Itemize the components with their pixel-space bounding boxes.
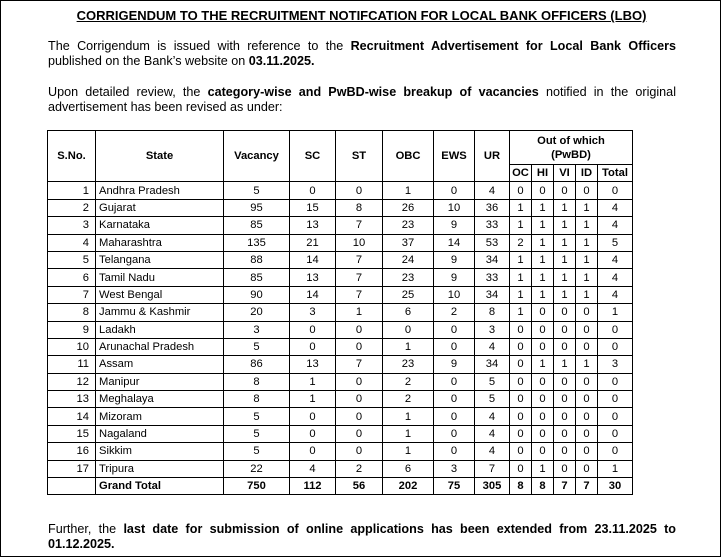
cell-sc: 14 [290,251,336,268]
cell-vi: 1 [554,269,576,286]
cell-total: 4 [598,217,633,234]
cell-obc: 1 [383,182,434,199]
cell-vi: 0 [554,460,576,477]
cell-oc: 0 [510,460,532,477]
cell-id: 1 [576,217,598,234]
cell-oc: 0 [510,391,532,408]
cell-sc: 3 [290,304,336,321]
cell-st: 0 [336,443,383,460]
cell-sc: 0 [290,425,336,442]
cell-sno: 4 [48,234,96,251]
cell-vi: 1 [554,286,576,303]
cell-total: 1 [598,460,633,477]
cell-state: Sikkim [96,443,224,460]
cell-ews: 0 [434,321,475,338]
header-ur: UR [475,131,510,182]
cell-vacancy: 20 [224,304,290,321]
cell-sno: 10 [48,338,96,355]
cell-oc: 1 [510,251,532,268]
cell-st: 7 [336,286,383,303]
header-obc: OBC [383,131,434,182]
cell-sno: 5 [48,251,96,268]
cell-obc: 23 [383,269,434,286]
cell-total: 0 [598,408,633,425]
cell-st: 7 [336,251,383,268]
cell-oc: 1 [510,286,532,303]
cell-state: Maharashtra [96,234,224,251]
header-ews: EWS [434,131,475,182]
cell-ews: 0 [434,338,475,355]
cell-vacancy: 85 [224,269,290,286]
cell-vacancy: 22 [224,460,290,477]
cell-state: Meghalaya [96,391,224,408]
cell-sc: 0 [290,443,336,460]
cell-ur: 4 [475,338,510,355]
cell-id: 0 [576,182,598,199]
cell-ews: 3 [434,460,475,477]
total-total: 30 [598,478,633,495]
cell-oc: 2 [510,234,532,251]
cell-st: 0 [336,425,383,442]
total-ews: 75 [434,478,475,495]
cell-hi: 1 [532,234,554,251]
cell-ur: 7 [475,460,510,477]
review-paragraph [48,85,676,115]
header-vacancy: Vacancy [224,131,290,182]
cell-id: 1 [576,234,598,251]
header-total: Total [598,165,633,182]
cell-vi: 0 [554,425,576,442]
cell-vi: 1 [554,251,576,268]
cell-ews: 0 [434,373,475,390]
cell-id: 1 [576,269,598,286]
cell-hi: 0 [532,321,554,338]
header-pwbd-line2: (PwBD) [551,148,591,161]
table-row [48,251,633,268]
cell-state: Telangana [96,251,224,268]
cell-sno: 9 [48,321,96,338]
cell-state: Gujarat [96,199,224,216]
cell-id: 1 [576,251,598,268]
table-row [48,460,633,477]
cell-oc: 0 [510,182,532,199]
cell-sno: 1 [48,182,96,199]
cell-sc: 1 [290,373,336,390]
document-title: CORRIGENDUM TO THE RECRUITMENT NOTIFCATION FOR LOCAL BANK OFFICERS (LBO) [76,8,647,23]
cell-vacancy: 3 [224,321,290,338]
cell-ews: 0 [434,182,475,199]
cell-vi: 0 [554,373,576,390]
total-hi: 8 [532,478,554,495]
total-obc: 202 [383,478,434,495]
cell-vacancy: 135 [224,234,290,251]
header-sc: SC [290,131,336,182]
cell-st: 10 [336,234,383,251]
header-sno: S.No. [48,131,96,182]
cell-vacancy: 5 [224,182,290,199]
cell-sno: 6 [48,269,96,286]
header-pwbd-line1: Out of which [537,134,605,147]
cell-id: 0 [576,321,598,338]
table-row [48,304,633,321]
cell-vi: 0 [554,182,576,199]
cell-id: 1 [576,199,598,216]
cell-ews: 9 [434,269,475,286]
cell-hi: 1 [532,286,554,303]
cell-state: Karnataka [96,217,224,234]
cell-id: 0 [576,443,598,460]
cell-state: Andhra Pradesh [96,182,224,199]
header-vi: VI [554,165,576,182]
cell-st: 7 [336,217,383,234]
intro-text-2: published on the Bank’s website on [48,54,249,68]
deadline-text-1: Further, the [48,522,124,536]
cell-ews: 10 [434,199,475,216]
cell-st: 0 [336,338,383,355]
cell-st: 1 [336,304,383,321]
cell-oc: 0 [510,338,532,355]
cell-sc: 1 [290,391,336,408]
cell-ews: 0 [434,408,475,425]
table-row [48,391,633,408]
cell-st: 0 [336,321,383,338]
total-id: 7 [576,478,598,495]
cell-sc: 13 [290,356,336,373]
cell-vacancy: 86 [224,356,290,373]
cell-ur: 5 [475,373,510,390]
cell-sno: 15 [48,425,96,442]
cell-vi: 1 [554,356,576,373]
cell-sno: 17 [48,460,96,477]
table-row [48,338,633,355]
table-row [48,269,633,286]
cell-total: 4 [598,199,633,216]
cell-vacancy: 5 [224,425,290,442]
cell-st: 0 [336,373,383,390]
cell-sno: 3 [48,217,96,234]
cell-oc: 0 [510,443,532,460]
cell-total: 0 [598,373,633,390]
cell-vacancy: 88 [224,251,290,268]
cell-hi: 0 [532,373,554,390]
cell-id: 0 [576,391,598,408]
cell-obc: 37 [383,234,434,251]
cell-oc: 1 [510,269,532,286]
cell-id: 0 [576,338,598,355]
cell-obc: 24 [383,251,434,268]
cell-state: Assam [96,356,224,373]
cell-obc: 1 [383,425,434,442]
cell-ur: 4 [475,425,510,442]
cell-id: 0 [576,304,598,321]
header-pwbd [510,131,633,165]
cell-sno: 16 [48,443,96,460]
cell-vacancy: 5 [224,408,290,425]
cell-vi: 0 [554,321,576,338]
cell-sc: 15 [290,199,336,216]
cell-state: Ladakh [96,321,224,338]
cell-obc: 6 [383,304,434,321]
cell-oc: 1 [510,304,532,321]
table-row [48,234,633,251]
cell-ur: 53 [475,234,510,251]
cell-vi: 0 [554,443,576,460]
cell-hi: 0 [532,408,554,425]
cell-oc: 0 [510,373,532,390]
cell-ews: 14 [434,234,475,251]
review-text-2: notified in the original advertisement has been revised as under: [48,85,676,114]
cell-ur: 4 [475,408,510,425]
cell-state: West Bengal [96,286,224,303]
cell-ews: 10 [434,286,475,303]
cell-state: Manipur [96,373,224,390]
cell-ews: 9 [434,251,475,268]
cell-hi: 0 [532,425,554,442]
total-oc: 8 [510,478,532,495]
cell-vacancy: 90 [224,286,290,303]
cell-id: 0 [576,373,598,390]
cell-total: 5 [598,234,633,251]
cell-st: 7 [336,269,383,286]
deadline-paragraph [48,522,676,552]
cell-oc: 0 [510,408,532,425]
table-row [48,425,633,442]
total-vacancy: 750 [224,478,290,495]
cell-ur: 34 [475,251,510,268]
cell-sno: 2 [48,199,96,216]
cell-vi: 0 [554,304,576,321]
cell-state: Tamil Nadu [96,269,224,286]
total-state: Grand Total [96,478,224,495]
cell-st: 0 [336,408,383,425]
cell-vi: 1 [554,217,576,234]
cell-obc: 26 [383,199,434,216]
cell-state: Tripura [96,460,224,477]
cell-sc: 14 [290,286,336,303]
cell-ur: 33 [475,217,510,234]
cell-ur: 3 [475,321,510,338]
intro-text-1: The Corrigendum is issued with reference to the [48,39,351,53]
intro-bold-1: Recruitment Advertisement for Local Bank Officers [350,39,676,53]
cell-sno: 7 [48,286,96,303]
cell-sno: 13 [48,391,96,408]
table-row [48,443,633,460]
review-bold-1: category-wise and PwBD-wise breakup of vacancies [207,85,539,99]
cell-vacancy: 85 [224,217,290,234]
cell-vi: 0 [554,338,576,355]
cell-total: 1 [598,304,633,321]
review-text-1: Upon detailed review, the [48,85,208,99]
cell-state: Mizoram [96,408,224,425]
header-hi: HI [532,165,554,182]
cell-ews: 9 [434,217,475,234]
cell-ur: 34 [475,286,510,303]
cell-ews: 0 [434,443,475,460]
table-body [48,182,633,495]
cell-obc: 2 [383,373,434,390]
total-st: 56 [336,478,383,495]
total-ur: 305 [475,478,510,495]
cell-oc: 1 [510,199,532,216]
deadline-bold-1: last date for submission of online applications has been extended from 23.11.2025 to 01.12.2025. [48,522,676,551]
table-row [48,286,633,303]
cell-sc: 21 [290,234,336,251]
cell-total: 0 [598,338,633,355]
cell-total: 4 [598,269,633,286]
cell-obc: 23 [383,217,434,234]
cell-obc: 23 [383,356,434,373]
cell-obc: 1 [383,408,434,425]
table-row [48,199,633,216]
cell-id: 0 [576,408,598,425]
cell-st: 7 [336,356,383,373]
cell-st: 0 [336,182,383,199]
header-state: State [96,131,224,182]
cell-obc: 25 [383,286,434,303]
cell-ur: 36 [475,199,510,216]
table-row [48,217,633,234]
cell-ur: 4 [475,443,510,460]
cell-hi: 1 [532,251,554,268]
cell-sno: 12 [48,373,96,390]
cell-hi: 1 [532,199,554,216]
cell-ur: 34 [475,356,510,373]
cell-oc: 0 [510,321,532,338]
cell-vacancy: 8 [224,391,290,408]
cell-hi: 1 [532,217,554,234]
cell-oc: 0 [510,425,532,442]
cell-id: 0 [576,460,598,477]
cell-total: 0 [598,321,633,338]
cell-state: Arunachal Pradesh [96,338,224,355]
cell-ur: 5 [475,391,510,408]
cell-hi: 1 [532,269,554,286]
cell-sc: 0 [290,321,336,338]
total-sc: 112 [290,478,336,495]
cell-ews: 0 [434,391,475,408]
cell-vi: 0 [554,408,576,425]
cell-total: 0 [598,182,633,199]
cell-sno: 14 [48,408,96,425]
table-row [48,356,633,373]
cell-obc: 0 [383,321,434,338]
cell-ur: 8 [475,304,510,321]
cell-hi: 1 [532,356,554,373]
cell-hi: 0 [532,182,554,199]
cell-hi: 0 [532,443,554,460]
cell-total: 3 [598,356,633,373]
cell-vacancy: 5 [224,443,290,460]
header-id: ID [576,165,598,182]
cell-vi: 1 [554,234,576,251]
cell-obc: 6 [383,460,434,477]
cell-state: Nagaland [96,425,224,442]
cell-vacancy: 5 [224,338,290,355]
cell-total: 0 [598,391,633,408]
cell-ews: 9 [434,356,475,373]
cell-st: 2 [336,460,383,477]
cell-sc: 0 [290,182,336,199]
cell-hi: 1 [532,460,554,477]
cell-vi: 0 [554,391,576,408]
cell-oc: 0 [510,356,532,373]
cell-sno: 8 [48,304,96,321]
cell-state: Jammu & Kashmir [96,304,224,321]
cell-sc: 4 [290,460,336,477]
cell-hi: 0 [532,391,554,408]
grand-total-row [48,478,633,495]
cell-id: 1 [576,286,598,303]
cell-ews: 0 [434,425,475,442]
cell-ur: 33 [475,269,510,286]
table-row [48,182,633,199]
cell-ews: 2 [434,304,475,321]
cell-sno: 11 [48,356,96,373]
table-row [48,373,633,390]
cell-obc: 2 [383,391,434,408]
table-row [48,321,633,338]
cell-vi: 1 [554,199,576,216]
cell-total: 4 [598,286,633,303]
cell-id: 0 [576,425,598,442]
total-sno [48,478,96,495]
cell-vacancy: 95 [224,199,290,216]
cell-st: 8 [336,199,383,216]
cell-st: 0 [336,391,383,408]
cell-total: 4 [598,251,633,268]
vacancy-table [47,130,633,495]
cell-sc: 13 [290,269,336,286]
cell-total: 0 [598,443,633,460]
cell-obc: 1 [383,338,434,355]
cell-sc: 13 [290,217,336,234]
cell-vacancy: 8 [224,373,290,390]
cell-sc: 0 [290,338,336,355]
cell-id: 1 [576,356,598,373]
intro-bold-2: 03.11.2025. [248,54,315,68]
cell-total: 0 [598,425,633,442]
cell-oc: 1 [510,217,532,234]
cell-hi: 0 [532,304,554,321]
cell-hi: 0 [532,338,554,355]
intro-paragraph [48,39,676,69]
cell-obc: 1 [383,443,434,460]
cell-ur: 4 [475,182,510,199]
header-st: ST [336,131,383,182]
cell-sc: 0 [290,408,336,425]
total-vi: 7 [554,478,576,495]
table-row [48,408,633,425]
header-oc: OC [510,165,532,182]
